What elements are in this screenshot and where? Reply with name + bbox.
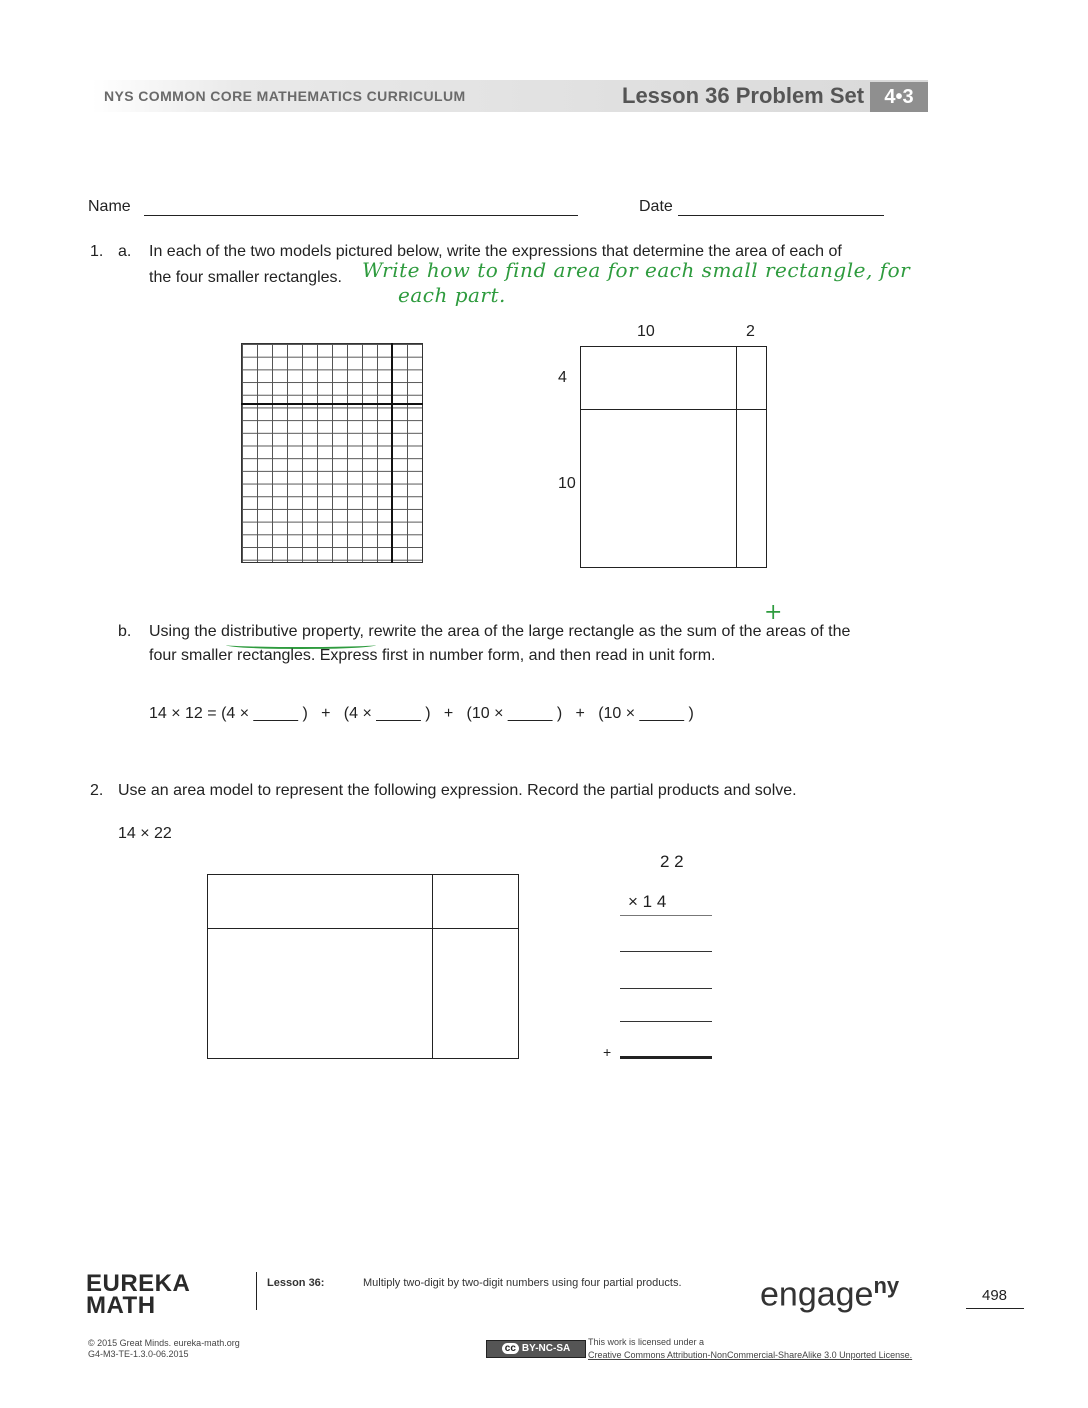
q2-area-model-divider-horizontal [207, 928, 519, 929]
model2-top-label-10: 10 [637, 323, 655, 340]
q2-top-number: 2 2 [660, 852, 684, 871]
grid-divider-horizontal [241, 403, 423, 405]
partial-product-line-1[interactable] [620, 951, 712, 952]
q2-area-model-divider-vertical [432, 874, 433, 1059]
lesson-title: Lesson 36 Problem Set [622, 83, 865, 108]
partial-product-line-2[interactable] [620, 988, 712, 989]
partial-product-line-3[interactable] [620, 1021, 712, 1022]
page-number-underline [966, 1308, 1024, 1309]
q2-product-line [620, 915, 712, 916]
q2-number: 2. [90, 782, 104, 799]
model2-top-label-2: 2 [746, 323, 755, 340]
name-label: Name [88, 198, 131, 215]
q2-plus-sign: + [603, 1044, 612, 1060]
date-label: Date [639, 198, 673, 215]
model2-side-label-4: 4 [558, 369, 567, 386]
license-line1: This work is licensed under a [588, 1337, 705, 1347]
copyright-line2: G4-M3-TE-1.3.0-06.2015 [88, 1349, 189, 1359]
logo-line1: EUREKA [86, 1270, 191, 1297]
q1b-equation[interactable]: 14 × 12 = (4 × _____ ) + (4 × _____ ) + (10 × _____ ) + (10 × _____ ) [149, 705, 694, 722]
footer-lesson-description: Multiply two-digit by two-digit numbers using four partial products. [363, 1277, 682, 1289]
q1-number: 1. [90, 243, 104, 260]
grid-divider-vertical [391, 343, 393, 563]
curriculum-title: NYS COMMON CORE MATHEMATICS CURRICULUM [104, 88, 466, 104]
model2-divider-vertical [736, 346, 737, 568]
engage-sup: ny [873, 1273, 900, 1298]
q2-instruction: Use an area model to represent the following expression. Record the partial products and solve. [118, 782, 797, 799]
handwritten-note-line1: Write how to find area for each small rectangle, for [362, 258, 911, 282]
q2-area-model[interactable] [207, 874, 519, 1059]
cc-license-badge [486, 1340, 586, 1358]
engage-text: engage [760, 1275, 874, 1314]
q2-expression: 14 × 22 [118, 825, 172, 842]
q1b-label: b. [118, 623, 132, 640]
page-number: 498 [982, 1287, 1008, 1304]
q1a-instruction-line2: the four smaller rectangles. [149, 269, 342, 286]
eureka-math-logo [86, 1270, 191, 1319]
q1a-label: a. [118, 243, 132, 260]
model2-side-label-10: 10 [558, 475, 576, 492]
q2-multiplier: × 1 4 [628, 892, 667, 911]
footer-lesson-label: Lesson 36: [267, 1277, 325, 1289]
model2-divider-horizontal [580, 409, 767, 410]
engageny-logo [760, 1273, 899, 1314]
license-link[interactable]: Creative Commons Attribution-NonCommercial-ShareAlike 3.0 Unported License. [588, 1350, 913, 1360]
q1b-instruction-line2: four smaller rectangles. Express first in number form, and then read in unit form. [149, 647, 716, 664]
date-field[interactable] [678, 215, 884, 216]
handwritten-plus-mark: + [764, 600, 783, 625]
copyright-line1: © 2015 Great Minds. eureka-math.org [88, 1338, 240, 1348]
q1b-instruction-line1: Using the distributive property, rewrite the area of the large rectangle as the sum of the areas of the [149, 623, 851, 640]
final-sum-line[interactable] [620, 1056, 712, 1059]
cc-icon: cc [502, 1343, 519, 1354]
module-badge: 4•3 [870, 82, 928, 112]
footer-separator [256, 1272, 257, 1310]
grid-area-model [241, 343, 423, 563]
logo-line2: MATH [86, 1292, 156, 1319]
cc-badge-text: BY-NC-SA [521, 1343, 571, 1354]
q1a-instruction-line1: In each of the two models pictured below, write the expressions that determine the area of each of [149, 243, 842, 260]
model2-rectangle [580, 346, 767, 568]
name-field[interactable] [144, 215, 578, 216]
handwritten-note-line2: each part. [398, 283, 506, 307]
